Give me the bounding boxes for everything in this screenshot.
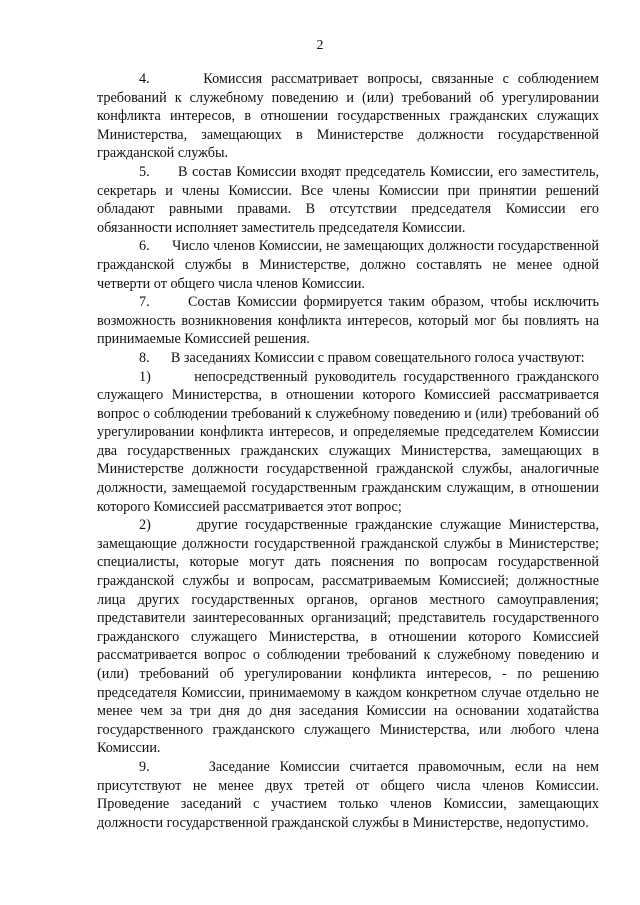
paragraph-5: 5. В состав Комиссии входят председатель Комиссии, его заместитель, секретарь и члены Комиссии. Все члены Комиссии при принятии решений обладают равными правами. В отсутствии председателя Комиссии его обязанности исполняет заместитель председателя Комиссии. [97, 163, 599, 236]
paragraph-8: 8. В заседаниях Комиссии с правом совещательного голоса участвуют: [139, 349, 585, 366]
paragraph-7: 7. Состав Комиссии формируется таким образом, чтобы исключить возможность возникновения конфликта интересов, который мог бы повлиять на принимаемые Комиссией решения. [97, 294, 599, 348]
paragraph-6: 6. Число членов Комиссии, не замещающих должности государственной гражданской службы в Министерстве, должно составлять не менее одной четверти от общего числа членов Комиссии. [97, 238, 599, 292]
list-item-2: 2) другие государственные гражданские служащие Министерства, замещающие должности государственной гражданской службы в Министерстве; специалисты, которые могут дать пояснения по вопросам государственной гражданской службы и вопросам, рассматриваемым Комиссией; должностные лица других государственных органов, органов местного самоуправления; представители заинтересованных организаций; представитель государственного гражданского служащего Министерства, в отношении которого Комиссией рассматривается вопрос о соблюдении требований к служебному поведению и (или) требований об урегулировании конфликта интересов, - по решению председателя Комиссии, принимаемому в каждом конкретном случае отдельно не менее чем за три дня до дня заседания Комиссии на основании ходатайства государственного гражданского служащего Министерства, или любого члена Комиссии. [97, 517, 599, 757]
list-item-1: 1) непосредственный руководитель государственного гражданского служащего Министерства, в отношении которого Комиссией рассматривается вопрос о соблюдении требований к служебному поведению и (или) требований об урегулировании конфликта интересов, и определяемые председателем Комиссии два государственных гражданских служащих Министерства, замещающих в Министерстве должности государственной гражданской службы, аналогичные должности, замещаемой государственным гражданским служащим, в отношении которого Комиссией рассматривается этот вопрос; [97, 368, 599, 515]
page-number: 2 [316, 38, 324, 53]
paragraph-9: 9. Заседание Комиссии считается правомочным, если на нем присутствуют не менее двух третей от общего числа членов Комиссии. Проведение заседаний с участием только членов Комиссии, замещающих должности государственной гражданской службы в Министерстве, недопустимо. [97, 758, 599, 831]
document-body [97, 70, 599, 832]
paragraph-4: 4. Комиссия рассматривает вопросы, связанные с соблюдением требований к служебному поведению и (или) требований об урегулировании конфликта интересов, в отношении государственных гражданских служащих Министерства, замещающих в Министерстве должности государственной гражданской службы. [97, 71, 599, 162]
